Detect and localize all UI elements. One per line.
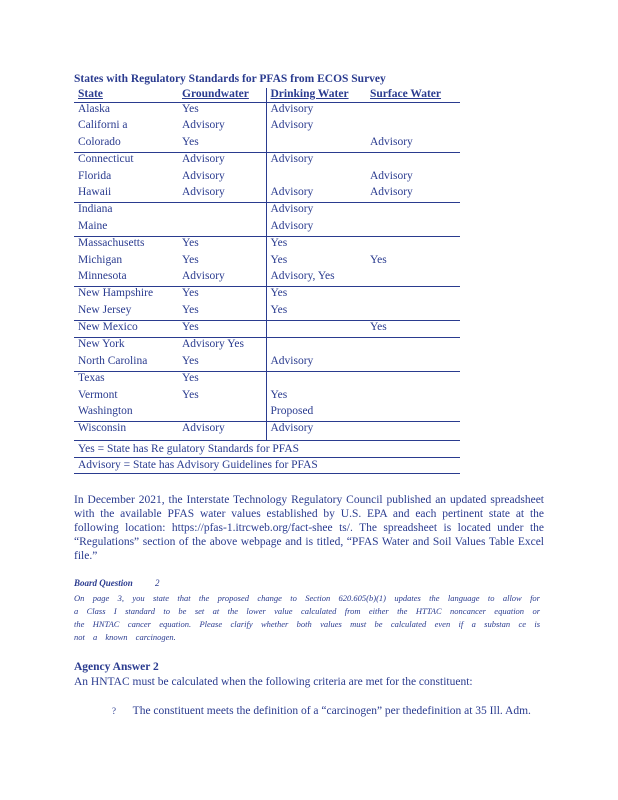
cell-state: Florida: [78, 169, 112, 182]
legend-advisory: Advisory = State has Advisory Guidelines for PFAS: [74, 458, 460, 474]
header-groundwater: Groundwater: [178, 88, 266, 103]
cell-state: Washington: [74, 405, 178, 422]
cell-surface-water: Advisory: [366, 136, 460, 153]
cell-surface-water: [366, 220, 460, 237]
header-drinking-water: Drinking Water: [266, 88, 366, 103]
cell-drinking-water: Advisory: [266, 119, 366, 135]
cell-drinking-water: Advisory: [266, 186, 366, 203]
cell-surface-water: [366, 355, 460, 372]
table-row: [74, 321, 460, 338]
cell-groundwater: [178, 220, 266, 237]
table-legend: [74, 442, 460, 474]
legend-yes: Yes = State has Re gulatory Standards for PFAS: [74, 442, 460, 458]
cell-groundwater: [178, 203, 266, 220]
pfas-standards-table: [74, 88, 460, 441]
cell-surface-water: [366, 237, 460, 254]
cell-surface-water: [366, 270, 460, 287]
cell-drinking-water: Yes: [266, 304, 366, 321]
header-surface-water: Surface Water: [366, 88, 460, 103]
table-row: [74, 254, 460, 270]
cell-groundwater: Yes: [178, 136, 266, 153]
table-row: [74, 136, 460, 153]
table-row: [74, 237, 460, 254]
agency-answer-text: An HNTAC must be calculated when the following criteria are met for the constituent:: [74, 676, 473, 688]
cell-groundwater: Yes: [178, 355, 266, 372]
table-title: States with Regulatory Standards for PFAS from ECOS Survey: [74, 73, 386, 85]
cell-drinking-water: Advisory, Yes: [266, 270, 366, 287]
cell-drinking-water: Advisory: [266, 355, 366, 372]
cell-surface-water: [366, 153, 460, 170]
bullet-mark: ?: [112, 706, 116, 716]
cell-state: New Mexico: [74, 321, 178, 338]
cell-state: Massachusetts: [78, 237, 145, 250]
cell-groundwater: Advisory: [178, 186, 266, 203]
cell-drinking-water: [266, 136, 366, 153]
cell-state: Maine: [74, 220, 178, 237]
cell-groundwater: Advisory Yes: [182, 338, 244, 351]
cell-state: Indiana: [78, 203, 113, 216]
cell-groundwater: Yes: [182, 237, 199, 250]
cell-drinking-water: [266, 321, 366, 338]
board-question-number: 2: [155, 578, 160, 588]
cell-groundwater: Advisory: [178, 270, 266, 287]
cell-surface-water: [366, 389, 460, 405]
cell-state: Michigan: [78, 253, 123, 266]
table-row: [74, 170, 460, 186]
cell-state: Texas: [78, 372, 105, 385]
cell-drinking-water: Yes: [266, 287, 366, 304]
cell-surface-water: Yes: [366, 321, 460, 338]
board-question-text: On page 3, you state that the proposed change to Section 620.605(b)(1) updates the language to allow for a Class I standard to be set at the lower value calculated from either the HTTAC noncancer equation or the HNTAC cancer equation. Please clarify whether both values must be calculated even if a substan ce is not a known carcinogen.: [74, 593, 540, 642]
cell-groundwater: Yes: [182, 253, 199, 266]
table-row: [74, 372, 460, 389]
cell-state: Vermont: [78, 388, 118, 401]
cell-groundwater: Advisory: [182, 153, 225, 166]
cell-surface-water: [366, 103, 460, 120]
table-body: [74, 103, 460, 441]
table-header-row: [74, 88, 460, 103]
cell-drinking-water: Advisory: [266, 153, 366, 170]
cell-surface-water: [366, 119, 460, 135]
table-row: [74, 203, 460, 220]
cell-surface-water: [366, 372, 460, 389]
cell-groundwater: Yes: [182, 287, 199, 300]
cell-surface-water: [366, 338, 460, 355]
cell-drinking-water: [266, 338, 366, 355]
cell-surface-water: [366, 203, 460, 220]
header-state: State: [74, 88, 178, 103]
cell-surface-water: [366, 422, 460, 441]
cell-groundwater: Advisory: [182, 169, 225, 182]
cell-groundwater: Advisory: [178, 422, 266, 441]
bullet-text: The constituent meets the definition of a “carcinogen” per thedefinition at 35 Ill. Adm.: [132, 705, 531, 717]
table-row: [74, 186, 460, 203]
cell-drinking-water: Yes: [266, 254, 366, 270]
cell-state: New York: [78, 338, 125, 351]
cell-groundwater: Yes: [178, 304, 266, 321]
table-row: [74, 338, 460, 355]
cell-state: Colorado: [74, 136, 178, 153]
table-row: [74, 103, 460, 120]
cell-groundwater: Yes: [178, 321, 266, 338]
board-question-label: Board Question: [74, 578, 133, 588]
table-row: [74, 287, 460, 304]
cell-drinking-water: Advisory: [266, 103, 366, 120]
table-row: [74, 153, 460, 170]
table-row: [74, 220, 460, 237]
cell-surface-water: Yes: [370, 253, 387, 266]
agency-answer-bullet: [112, 705, 531, 717]
cell-drinking-water: Yes: [266, 237, 366, 254]
cell-drinking-water: Proposed: [266, 405, 366, 422]
cell-surface-water: [366, 304, 460, 321]
cell-groundwater: Yes: [182, 372, 199, 385]
cell-state: New Hampshire: [78, 287, 154, 300]
cell-state: North Carolina: [74, 355, 178, 372]
cell-surface-water: [366, 405, 460, 422]
table-row: [74, 389, 460, 405]
agency-answer-heading: Agency Answer 2: [74, 661, 159, 673]
cell-drinking-water: Advisory: [266, 422, 366, 441]
itrc-paragraph: In December 2021, the Interstate Technology Regulatory Council published an updated spreadsheet with the available PFAS water values established by U.S. EPA and each pertinent state at the following location: https://pfas-1.itrcweb.org/fact-shee ts/. The spreadsheet is located under the “Regulations” section of the above webpage and is titled, “PFAS Water and Soil Values Table Excel file.”: [74, 494, 544, 562]
cell-groundwater: [178, 405, 266, 422]
table-row: [74, 355, 460, 372]
cell-groundwater: Yes: [182, 103, 199, 115]
cell-groundwater: Advisory: [182, 119, 225, 132]
board-question-heading: [74, 578, 160, 588]
cell-drinking-water: Yes: [266, 389, 366, 405]
cell-surface-water: Advisory: [370, 169, 413, 182]
table-row: [74, 119, 460, 135]
table-row: [74, 304, 460, 321]
cell-drinking-water: Advisory: [266, 220, 366, 237]
cell-drinking-water: [266, 372, 366, 389]
table-row: [74, 270, 460, 287]
cell-state: New Jersey: [74, 304, 178, 321]
cell-surface-water: [366, 287, 460, 304]
cell-state: Minnesota: [74, 270, 178, 287]
cell-state: Alaska: [78, 103, 110, 115]
cell-state: Californi a: [78, 119, 128, 132]
table-row: [74, 405, 460, 422]
cell-surface-water: Advisory: [366, 186, 460, 203]
cell-state: Hawaii: [74, 186, 178, 203]
cell-drinking-water: Advisory: [266, 203, 366, 220]
cell-state: Wisconsin: [74, 422, 178, 441]
cell-drinking-water: [266, 170, 366, 186]
table-row: [74, 422, 460, 441]
cell-state: Connecticut: [78, 153, 134, 166]
cell-groundwater: Yes: [182, 388, 199, 401]
